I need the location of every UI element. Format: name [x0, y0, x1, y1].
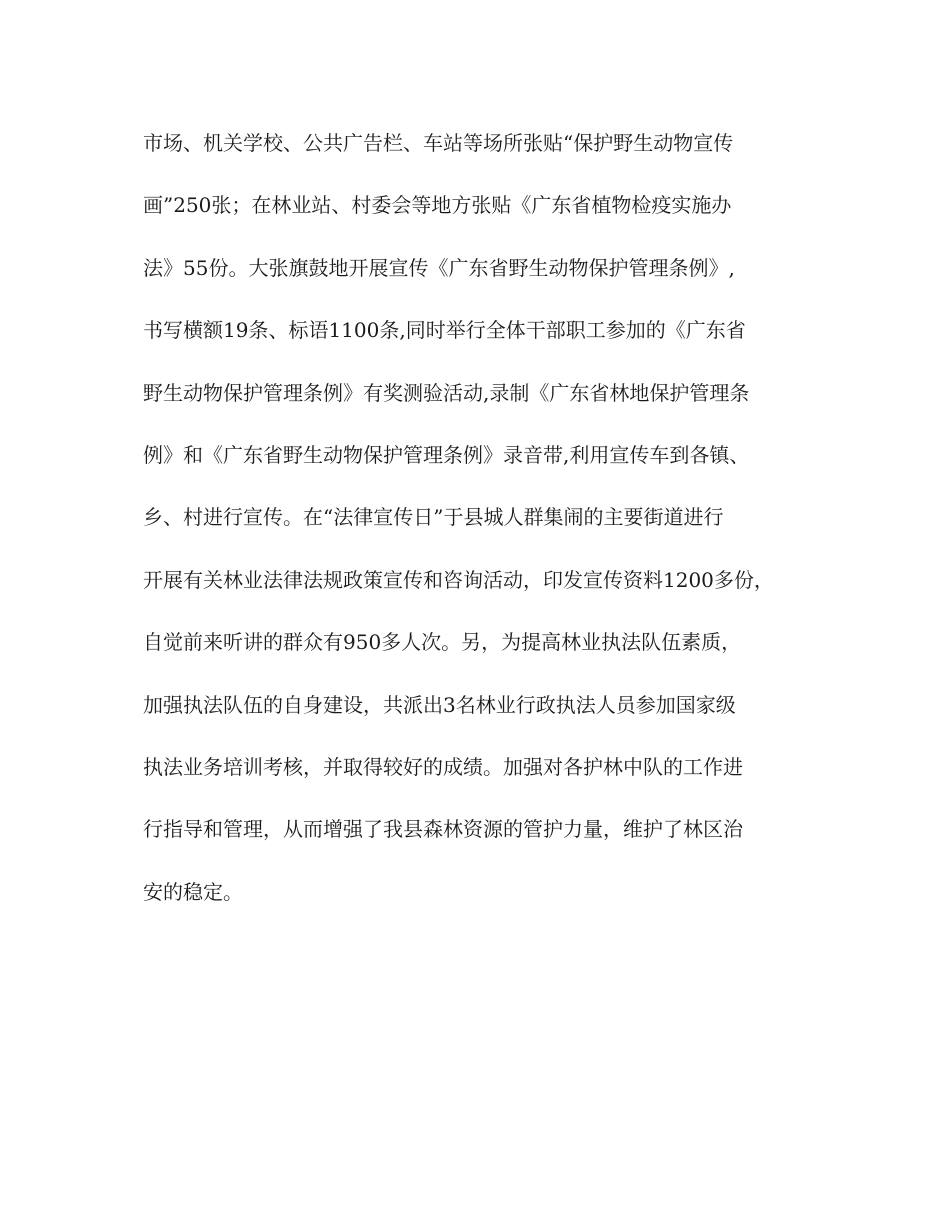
text-line-3: 法》55份。大张旗鼓地开展宣传《广东省野生动物保护管理条例》, — [143, 255, 735, 280]
text-line-4: 书写横额19条、标语1100条,同时举行全体干部职工参加的《广东省 — [143, 318, 746, 343]
text-line-1: 市场、机关学校、公共广告栏、车站等场所张贴“保护野生动物宣传 — [143, 131, 734, 155]
text-line-10: 加强执法队伍的自身建设，共派出3名林业行政执法人员参加国家级 — [143, 692, 736, 717]
text-line-8: 开展有关林业法律法规政策宣传和咨询活动，印发宣传资料1200多份， — [143, 567, 774, 592]
text-line-5: 野生动物保护管理条例》有奖测验活动,录制《广东省林地保护管理条 — [143, 380, 750, 405]
text-line-9: 自觉前来听讲的群众有950多人次。另，为提高林业执法队伍素质， — [143, 630, 742, 655]
text-line-11: 执法业务培训考核，并取得较好的成绩。加强对各护林中队的工作进 — [143, 754, 743, 779]
body-paragraph — [143, 128, 823, 939]
text-line-7: 乡、村进行宣传。在“法律宣传日”于县城人群集闹的主要街道进行 — [143, 505, 724, 530]
text-line-12: 行指导和管理，从而增强了我县森林资源的管护力量，维护了林区治 — [143, 817, 743, 842]
text-line-2: 画”250张；在林业站、村委会等地方张贴《广东省植物检疫实施办 — [143, 193, 732, 218]
text-line-6: 例》和《广东省野生动物保护管理条例》录音带,利用宣传车到各镇、 — [143, 442, 750, 467]
text-line-13: 安的稳定。 — [143, 879, 243, 904]
